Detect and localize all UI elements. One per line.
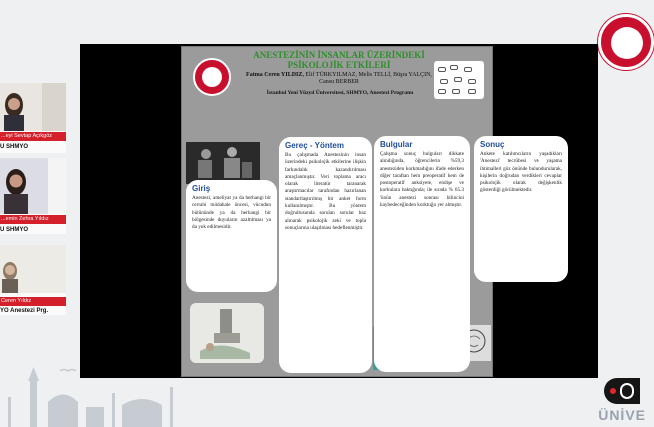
participant-video-3 bbox=[0, 245, 66, 293]
poster-title: ANESTEZİNİN İNSANLAR ÜZERİNDEKİ PSİKOLOJİK ETKİLERİ bbox=[253, 50, 425, 70]
section-gerec-heading: Gereç - Yöntem bbox=[285, 141, 344, 150]
section-bulgular-box bbox=[374, 136, 470, 372]
poster-lead-author: Fatma Ceren YILDIZ, bbox=[246, 72, 304, 78]
section-sonuc-body-2: Ankete katılımcıların yaşadıkları 'Anestezi' tecrübesi ve yaşama ihtimalleri göz önünde bulundurularak, kişilerin doğrudan verdikleri cevaplar psikolojik olarak değişkenlik gösterdiği görülmektedir. bbox=[480, 151, 562, 194]
section-giris-heading: Giriş bbox=[192, 184, 211, 193]
participant-video-2 bbox=[0, 158, 66, 214]
brand-text: ÜNİVE bbox=[598, 407, 646, 423]
section-bulgular-body: Çalışma sonuç bulguları dikkate alındığında, öğrencilerin %59,3 anesteziden korkmadığını ifade ederken diğer taraftan hem preoperatif hem de postoperatif anksiyete, endişe ve korkulara baktığında; ile sırada % 65.3 'ünün anestezi sonrası bilincini kaybedeceğinden korktuğu yer almıştır. bbox=[380, 151, 464, 209]
participant-tile-1[interactable] bbox=[0, 83, 66, 153]
record-dot-icon bbox=[610, 388, 616, 394]
university-logo-top-right bbox=[598, 14, 654, 70]
section-bulgular-heading: Bulgular bbox=[380, 140, 413, 149]
poster-university-logo bbox=[193, 58, 231, 96]
anesthesia-machine-illustration bbox=[190, 303, 264, 363]
section-sonuc-heading-2: Sonuç bbox=[480, 140, 505, 149]
section-gerec-yontem bbox=[279, 137, 372, 373]
section-giris bbox=[186, 180, 277, 292]
section-gerec-body: Bu çalışmada Anestezinin insan üzerindeki psikolojik etkilerine ilişkin farkındalık kazandırılması amaçlanmıştır. Veri toplama aracı olarak literatür taranarak araştırmacılar tarafından hazırlanan standartlaştırılmış bir anket form kullanılmıştır. Bu yöntem doğrultusunda sorulan sorular baz alınarak psikolojik zeki ve topla sonuçlarına ulaşılması hedeflenmiştir. bbox=[285, 152, 366, 231]
participant-video-1 bbox=[0, 83, 66, 131]
participant-dept-3: YO Anestezi Prg. bbox=[0, 308, 49, 314]
participant-name-2: ...emin Zehra Yıldız bbox=[0, 215, 66, 224]
user-icon bbox=[620, 383, 634, 399]
poster-university: İstanbul Yeni Yüzyıl Üniversitesi, SHMYO, Anestezi Programı bbox=[266, 90, 414, 96]
poster-other-authors: Elif TÜRKYILMAZ, Melis TELLİ, Büşra YALÇIN, Cansu BERBER bbox=[303, 72, 432, 85]
participant-name-1: ...eyi Sevtap Açıkgöz bbox=[0, 132, 66, 141]
participant-dept-2: U SHMYO bbox=[0, 227, 29, 233]
participant-dept-1: U SHMYO bbox=[0, 144, 29, 150]
recording-indicator[interactable] bbox=[604, 378, 640, 404]
operating-room-photo bbox=[186, 142, 260, 184]
participant-tile-3[interactable] bbox=[0, 245, 66, 315]
poster-authors bbox=[244, 72, 434, 86]
section-giris-body: Anestezi, ameliyat ya da herhangi bir cerrahi müdahale öncesi, vücudun bütününde ya da herhangi bir bölgesinde duyuların azaltılması ya da yok edilmesidir. bbox=[192, 195, 271, 231]
participant-name-3: Ceren Yıldız bbox=[0, 297, 66, 306]
medical-icons-graphic bbox=[434, 61, 484, 99]
section-sonuc-box bbox=[474, 136, 568, 282]
participant-tile-2[interactable] bbox=[0, 158, 66, 234]
